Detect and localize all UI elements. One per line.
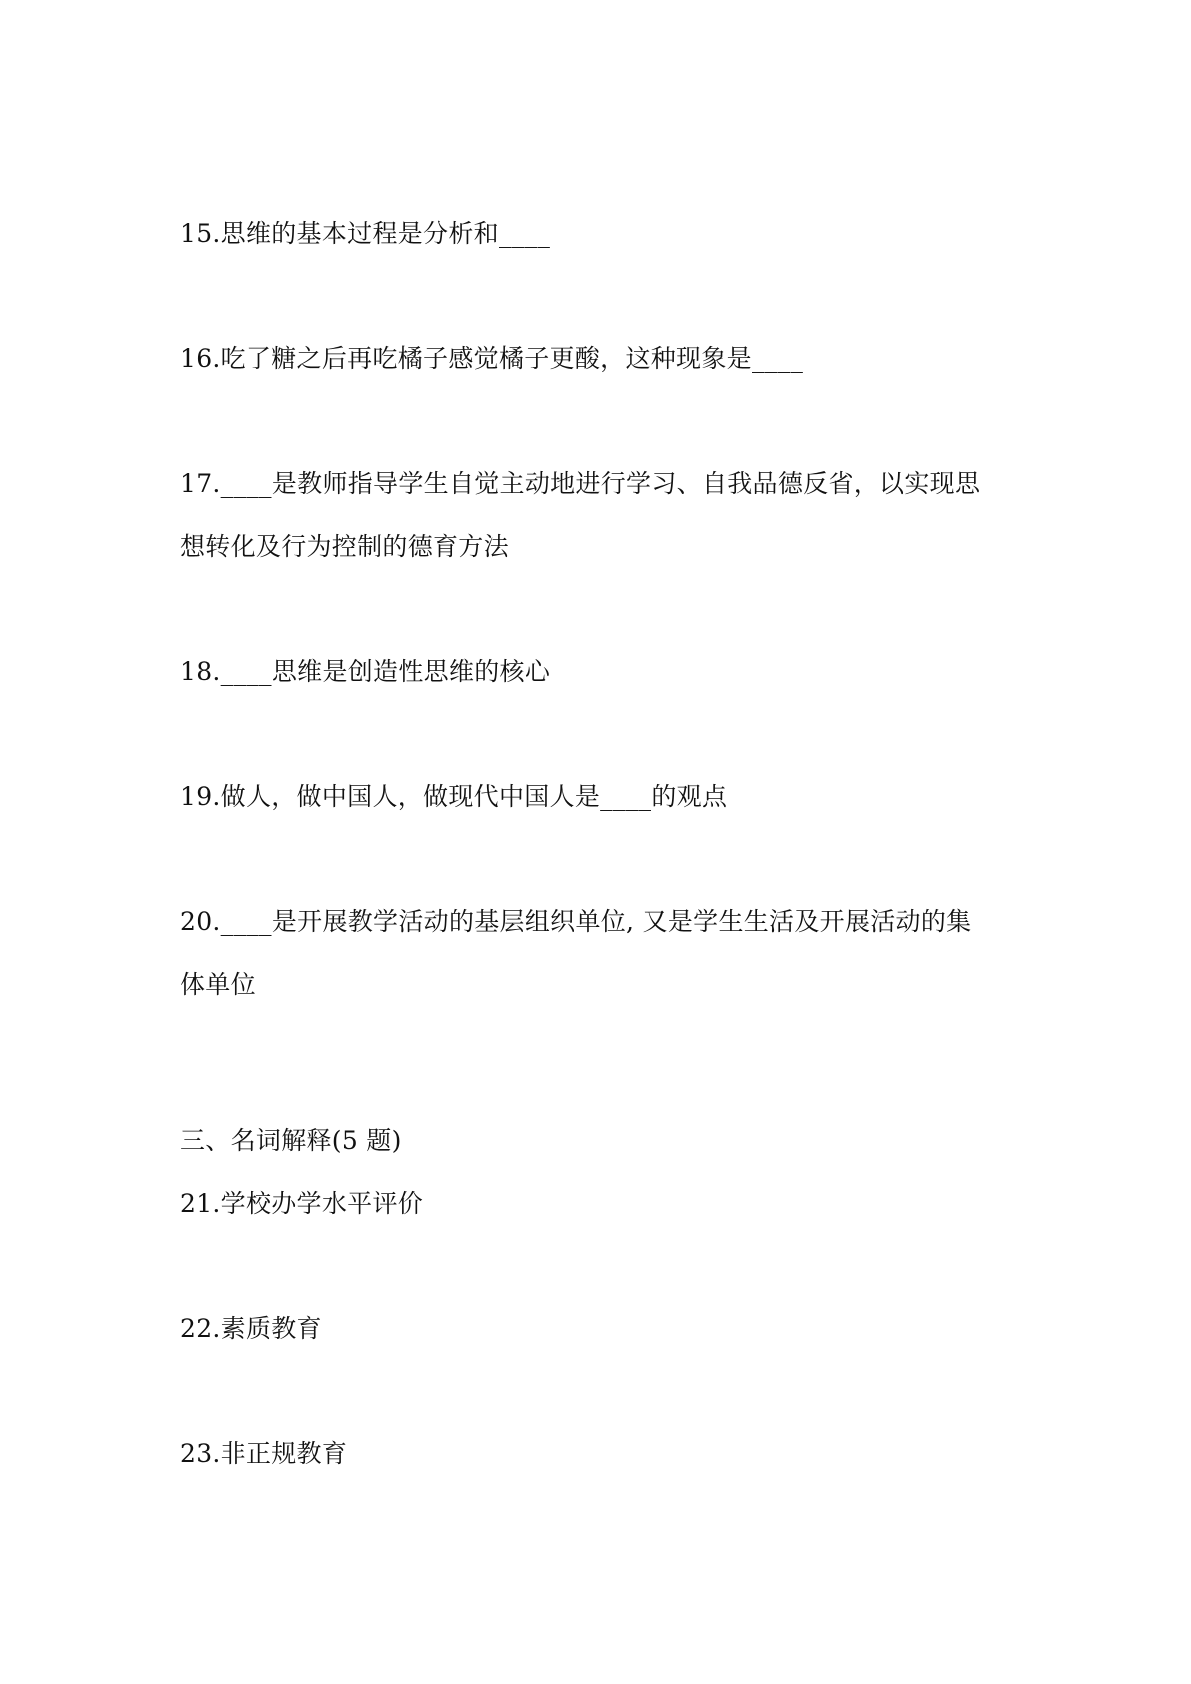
question-16: 16.吃了糖之后再吃橘子感觉橘子更酸，这种现象是____ [180,344,804,373]
question-17-line-1: 17.____是教师指导学生自觉主动地进行学习、自我品德反省，以实现思 [180,469,981,498]
section-heading: 三、名词解释(5 题) [180,1126,402,1155]
question-15: 15.思维的基本过程是分析和____ [180,219,551,248]
term-item-21: 21.学校办学水平评价 [180,1189,424,1218]
question-17-line-2: 想转化及行为控制的德育方法 [180,532,509,561]
question-20-line-2: 体单位 [180,970,256,999]
question-19: 19.做人，做中国人，做现代中国人是____的观点 [180,782,728,811]
question-18: 18.____思维是创造性思维的核心 [180,657,551,686]
term-item-22: 22.素质教育 [180,1314,322,1343]
question-20-line-1: 20.____是开展教学活动的基层组织单位, 又是学生生活及开展活动的集 [180,907,972,936]
term-item-23: 23.非正规教育 [180,1439,348,1468]
